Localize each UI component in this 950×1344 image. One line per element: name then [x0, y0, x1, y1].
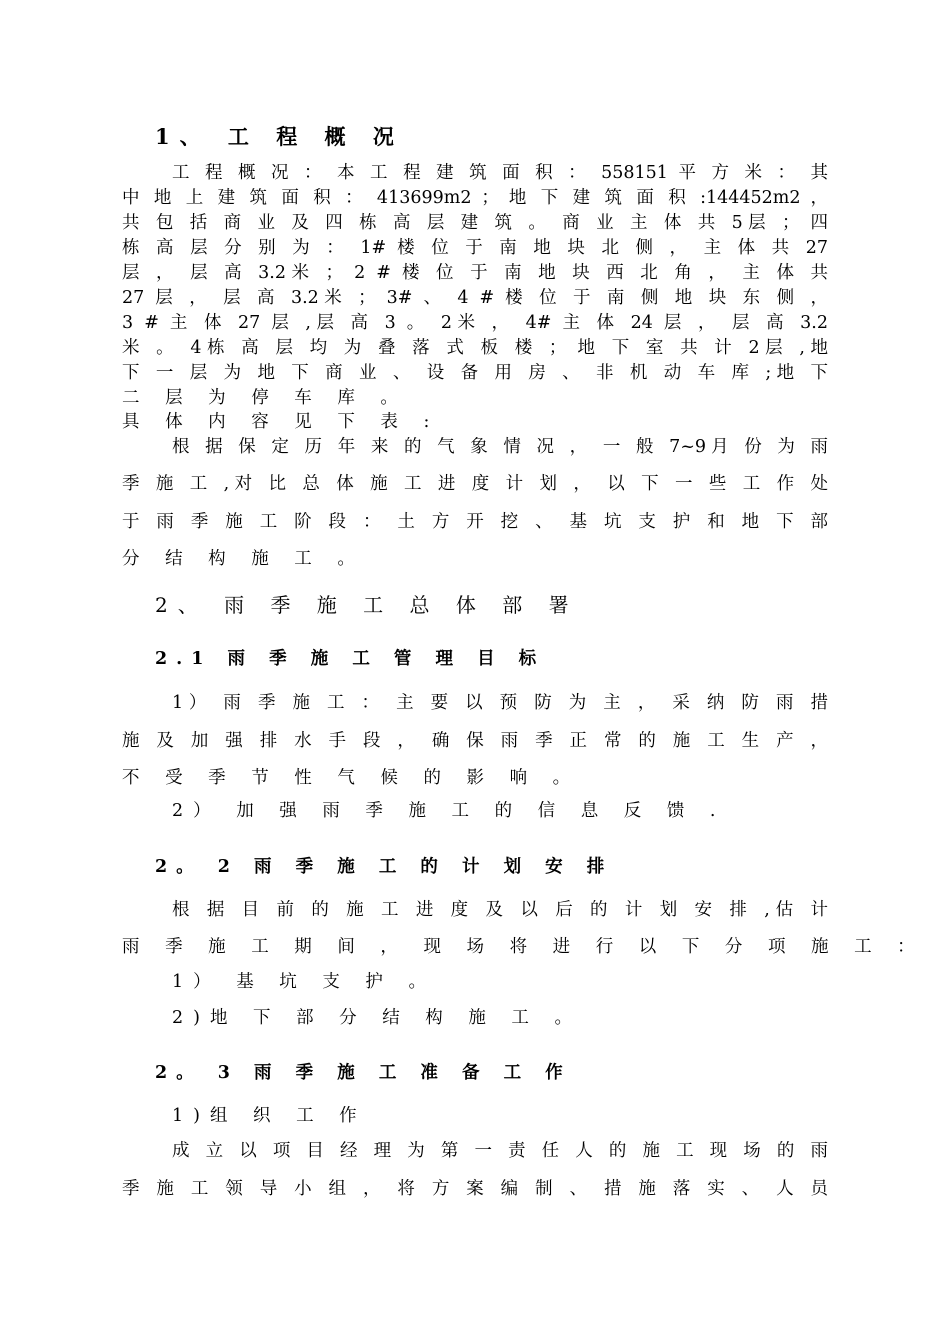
overview-line-9: 下 一 层 为 地 下 商 业 、 设 备 用 房 、 非 机 动 车 库 ;地 下	[122, 363, 828, 383]
plan-line-2: 雨 季 施 工 期 间 ， 现 场 将 进 行 以 下 分 项 施 工 ：	[122, 937, 925, 957]
section-heading-1: 1、 工 程 概 况	[155, 124, 404, 149]
overview-line-6: 27 层 ， 层 高 3.2米 ； 3# 、 4 # 楼 位 于 南 侧 地 块 东 侧 ，	[122, 288, 828, 308]
prep-item-1: 1)组 织 工 作	[172, 1106, 367, 1126]
overview-line-2: 中 地 上 建 筑 面 积 ： 413699m2 ； 地 下 建 筑 面 积 :144452m2 ，	[122, 188, 828, 208]
rain-season-line-1: 根 据 保 定 历 年 来 的 气 象 情 况 ， 一 般 7~9月 份 为 雨	[172, 437, 828, 457]
rain-season-line-3: 于 雨 季 施 工 阶 段 ： 土 方 开 挖 、 基 坑 支 护 和 地 下 部	[122, 512, 828, 532]
overview-line-5: 层 ， 层 高 3.2米 ； 2 # 楼 位 于 南 地 块 西 北 角 ， 主 体 共	[122, 263, 828, 283]
plan-item-1: 1） 基 坑 支 护 。	[172, 972, 436, 992]
goal-2: 2） 加 强 雨 季 施 工 的 信 息 反 馈 .	[172, 801, 726, 821]
overview-line-7: 3 # 主 体 27 层 ,层 高 3 。 2米 ， 4# 主 体 24 层 ， 层 高 3.2	[122, 313, 828, 333]
goals-line-1: 1） 雨 季 施 工 ： 主 要 以 预 防 为 主 ， 采 纳 防 雨 措	[172, 693, 828, 713]
subsection-heading-2-3: 2。 3 雨 季 施 工 准 备 工 作	[155, 1063, 572, 1083]
overview-line-3: 共 包 括 商 业 及 四 栋 高 层 建 筑 。 商 业 主 体 共 5层 ； 四	[122, 213, 828, 233]
plan-line-1: 根 据 目 前 的 施 工 进 度 及 以 后 的 计 划 安 排 ,估 计	[172, 900, 828, 920]
prep-line-1: 成 立 以 项 目 经 理 为 第 一 责 任 人 的 施 工 现 场 的 雨	[172, 1141, 828, 1161]
overview-line-1: 工 程 概 况 ： 本 工 程 建 筑 面 积 ： 558151 平 方 米 ： 其	[172, 163, 828, 183]
plan-item-2: 2)地 下 部 分 结 构 施 工 。	[172, 1008, 582, 1028]
overview-line-8: 米 。 4栋 高 层 均 为 叠 落 式 板 楼 ； 地 下 室 共 计 2层 ,地	[122, 338, 828, 358]
subsection-heading-2-2: 2。 2 雨 季 施 工 的 计 划 安 排	[155, 857, 614, 877]
rain-season-line-4: 分 结 构 施 工 。	[122, 549, 365, 569]
overview-tail: 具 体 内 容 见 下 表 :	[122, 412, 440, 432]
rain-season-line-2: 季 施 工 ,对 比 总 体 施 工 进 度 计 划 ， 以 下 一 些 工 作 处	[122, 474, 828, 494]
subsection-heading-2-1: 2.1 雨 季 施 工 管 理 目 标	[155, 649, 546, 669]
overview-line-10: 二 层 为 停 车 库 。	[122, 388, 408, 408]
goals-line-3: 不 受 季 节 性 气 候 的 影 响 。	[122, 768, 581, 788]
overview-line-4: 栋 高 层 分 别 为 ： 1# 楼 位 于 南 地 块 北 侧 ， 主 体 共 27	[122, 238, 828, 258]
goals-line-2: 施 及 加 强 排 水 手 段 ， 确 保 雨 季 正 常 的 施 工 生 产 ，	[122, 731, 828, 751]
section-heading-2: 2、 雨 季 施 工 总 体 部 署	[155, 593, 579, 617]
prep-line-2: 季 施 工 领 导 小 组 ， 将 方 案 编 制 、 措 施 落 实 、 人 员	[122, 1179, 828, 1199]
